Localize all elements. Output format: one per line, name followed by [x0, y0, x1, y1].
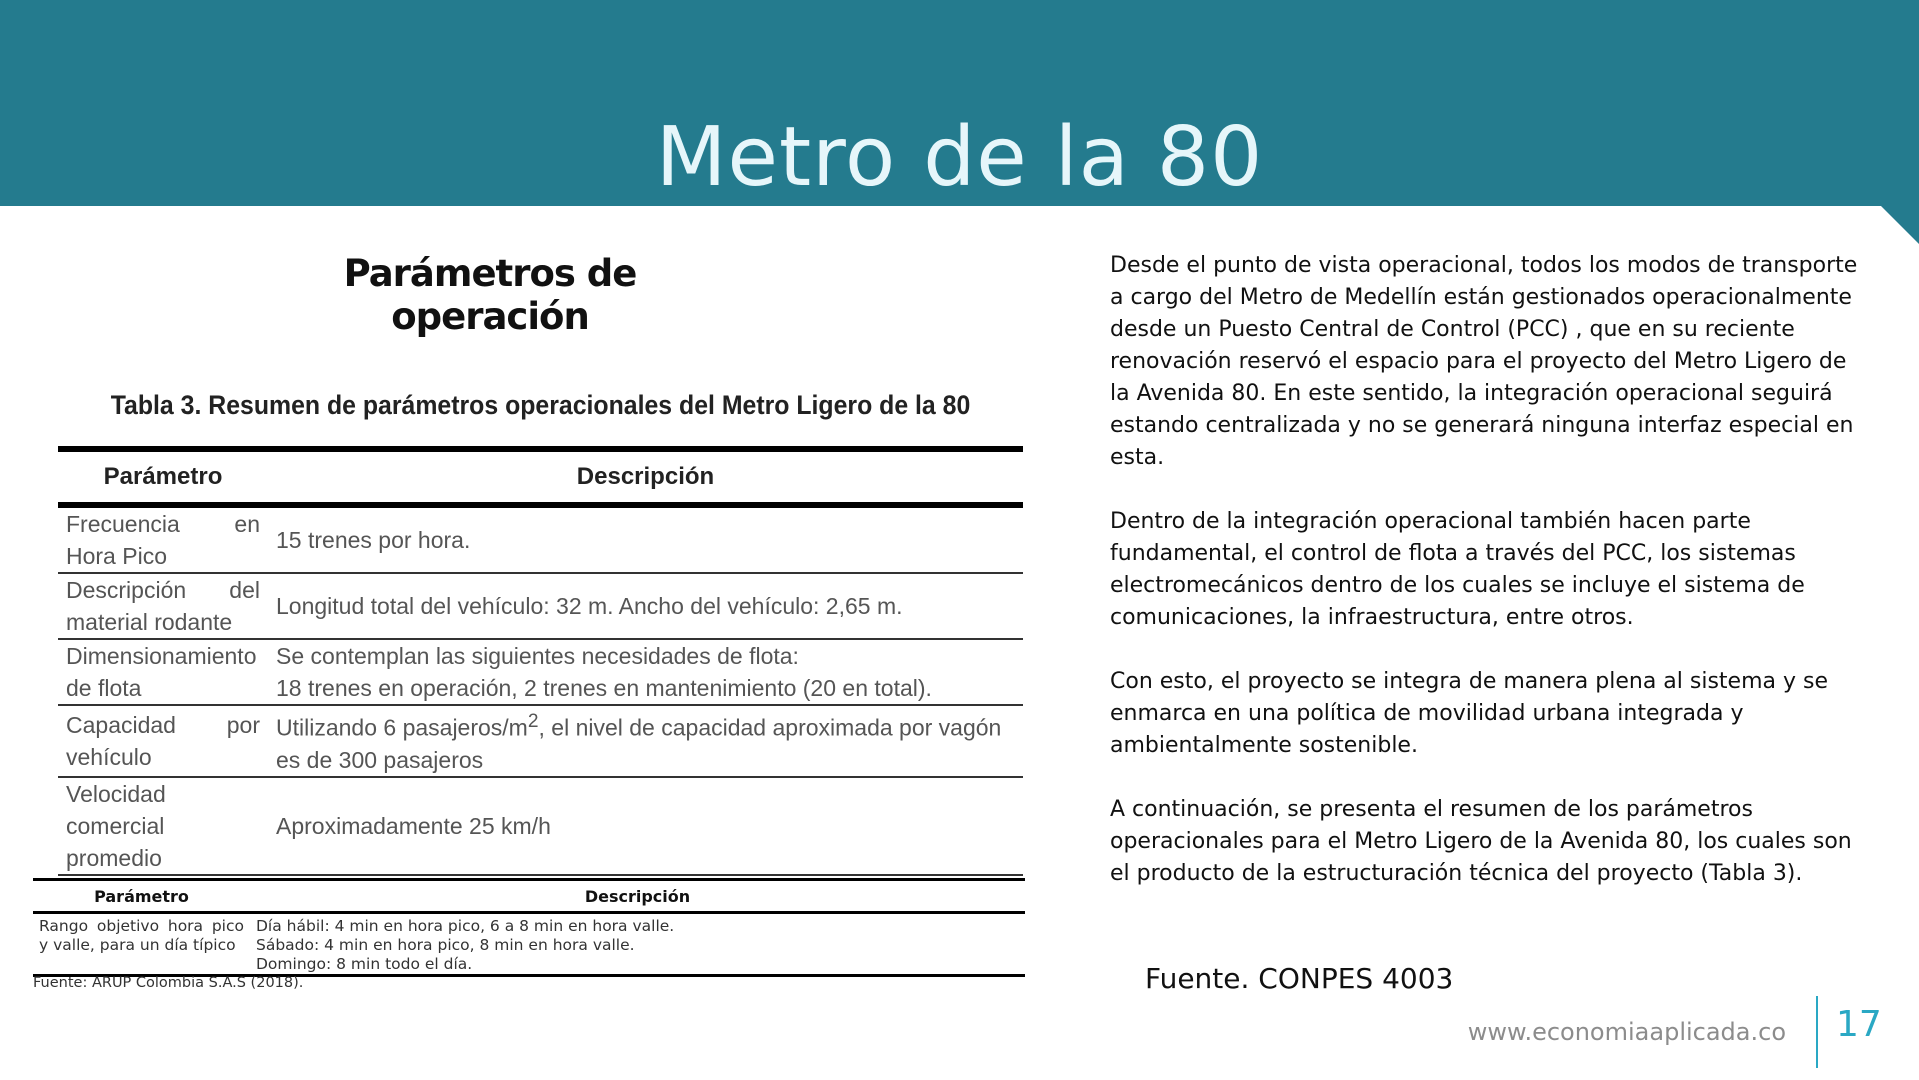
row-parameter: Dimensionamiento de flota [58, 639, 268, 705]
row-description-post: , el nivel de capacidad aproximada por vagón es de 300 pasajeros [276, 714, 1002, 773]
header-descripcion: Descripción [268, 449, 1023, 505]
table-row [58, 505, 1023, 573]
row-description-line: Domingo: 8 min todo el día. [256, 955, 473, 973]
table-header-row [33, 880, 1025, 913]
row-parameter: Descripción del material rodante [58, 573, 268, 639]
header-descripcion: Descripción [250, 880, 1025, 913]
row-description-pre: Utilizando 6 pasajeros/m [276, 714, 528, 741]
paragraph: Desde el punto de vista operacional, todos los modos de transporte a cargo del Metro de Medellín están gestionados operacionalmente desde un Puesto Central de Control (PCC) , que en su reciente renovación reservó el espacio para el proyecto del Metro Ligero de la Avenida 80. En este sentido, la integración operacional seguirá estando centralizada y no se generará ninguna interfaz especial en esta. [1110, 253, 1858, 470]
slide-title: Metro de la 80 [655, 110, 1264, 205]
paragraph: A continuación, se presenta el resumen de los parámetros operacionales para el Metro Ligero de la Avenida 80, los cuales son el producto de la estructuración técnica del proyecto (Tabla 3). [1110, 797, 1852, 886]
row-description-line: Sábado: 4 min en hora pico, 8 min en hora valle. [256, 936, 635, 954]
section-subtitle: Parámetros de operación [343, 252, 637, 338]
page-number: 17 [1836, 1004, 1882, 1045]
body-text [1110, 250, 1870, 922]
table-caption: Tabla 3. Resumen de parámetros operacionales del Metro Ligero de la 80 [110, 390, 971, 420]
table-row [58, 777, 1023, 875]
row-description-line: Día hábil: 4 min en hora pico, 6 a 8 min en hora valle. [256, 917, 675, 935]
table-row [58, 573, 1023, 639]
row-description-line: Se contemplan las siguientes necesidades de flota: [276, 643, 799, 669]
table-source: Fuente: ARUP Colombia S.A.S (2018). [33, 975, 304, 991]
row-description: Aproximadamente 25 km/h [268, 777, 1023, 875]
website-link[interactable]: www.economiaaplicada.co [1467, 1018, 1786, 1046]
table-header-row [58, 449, 1023, 505]
header-corner-decoration [1881, 206, 1919, 244]
table-row [58, 639, 1023, 705]
row-description [250, 913, 1025, 976]
header-banner [0, 0, 1919, 206]
row-description [268, 705, 1023, 777]
row-description: Longitud total del vehículo: 32 m. Ancho del vehículo: 2,65 m. [268, 573, 1023, 639]
table-row [58, 705, 1023, 777]
header-parametro: Parámetro [33, 880, 250, 913]
row-parameter: Frecuencia en Hora Pico [58, 505, 268, 573]
paragraph: Con esto, el proyecto se integra de manera plena al sistema y se enmarca en una política de movilidad urbana integrada y ambientalmente sostenible. [1110, 669, 1829, 758]
row-description: 15 trenes por hora. [268, 505, 1023, 573]
paragraph: Dentro de la integración operacional también hacen parte fundamental, el control de flota a través del PCC, los sistemas electromecánicos dentro de los cuales se incluye el sistema de comunicaciones, la infraestructura, entre otros. [1110, 509, 1805, 630]
superscript: 2 [527, 711, 539, 732]
row-parameter: Velocidad comercial promedio [58, 777, 268, 875]
parameters-table [58, 446, 1023, 876]
row-description [268, 639, 1023, 705]
table-row [33, 913, 1025, 976]
frequency-table [33, 878, 1025, 977]
row-parameter: Rango objetivo hora pico y valle, para un día típico [33, 913, 250, 976]
header-parametro: Parámetro [58, 449, 268, 505]
row-parameter: Capacidad por vehículo [58, 705, 268, 777]
row-description-line: 18 trenes en operación, 2 trenes en mantenimiento (20 en total). [276, 675, 932, 701]
source-note: Fuente. CONPES 4003 [1145, 962, 1454, 995]
page-number-divider [1816, 996, 1818, 1068]
